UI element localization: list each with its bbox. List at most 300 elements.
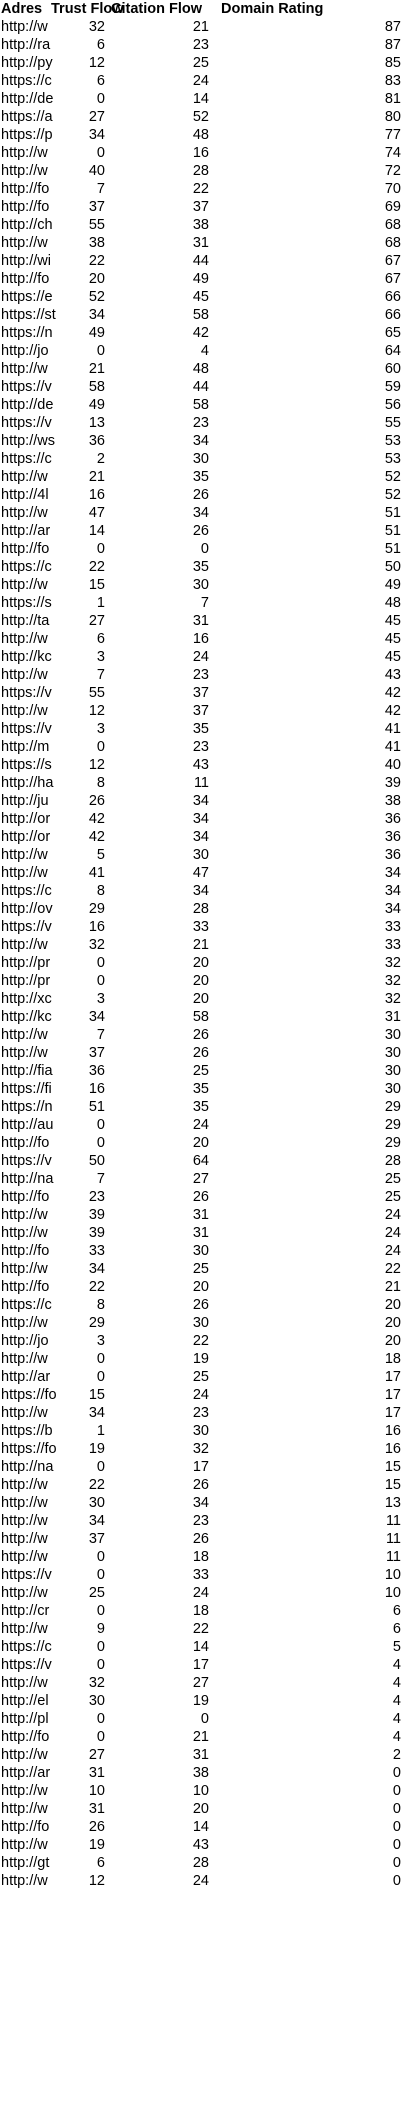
- cell-trust-flow[interactable]: 0: [96, 1729, 105, 1745]
- cell-adres[interactable]: https://v: [1, 1567, 52, 1583]
- cell-citation-flow[interactable]: 31: [192, 235, 209, 251]
- cell-domain-rating[interactable]: 16: [384, 1423, 401, 1439]
- table-row[interactable]: [0, 1548, 404, 1566]
- cell-trust-flow[interactable]: 0: [96, 1657, 105, 1673]
- cell-trust-flow[interactable]: 16: [88, 919, 105, 935]
- cell-citation-flow[interactable]: 14: [192, 1819, 209, 1835]
- cell-trust-flow[interactable]: 51: [88, 1099, 105, 1115]
- table-row[interactable]: [0, 540, 404, 558]
- cell-trust-flow[interactable]: 7: [96, 667, 105, 683]
- cell-citation-flow[interactable]: 23: [192, 739, 209, 755]
- table-row[interactable]: [0, 1188, 404, 1206]
- cell-domain-rating[interactable]: 50: [384, 559, 401, 575]
- table-row[interactable]: [0, 882, 404, 900]
- table-row[interactable]: [0, 1134, 404, 1152]
- cell-domain-rating[interactable]: 40: [384, 757, 401, 773]
- table-row[interactable]: [0, 144, 404, 162]
- cell-adres[interactable]: https://b: [1, 1423, 53, 1439]
- cell-adres[interactable]: http://w: [1, 1675, 48, 1691]
- cell-domain-rating[interactable]: 64: [384, 343, 401, 359]
- cell-citation-flow[interactable]: 49: [192, 271, 209, 287]
- cell-domain-rating[interactable]: 29: [384, 1117, 401, 1133]
- table-row[interactable]: [0, 1638, 404, 1656]
- cell-domain-rating[interactable]: 20: [384, 1315, 401, 1331]
- cell-trust-flow[interactable]: 42: [88, 829, 105, 845]
- cell-domain-rating[interactable]: 81: [384, 91, 401, 107]
- cell-adres[interactable]: http://w: [1, 1405, 48, 1421]
- table-row[interactable]: [0, 324, 404, 342]
- cell-citation-flow[interactable]: 30: [192, 451, 209, 467]
- cell-domain-rating[interactable]: 0: [392, 1873, 401, 1889]
- cell-adres[interactable]: http://w: [1, 1207, 48, 1223]
- cell-domain-rating[interactable]: 11: [385, 1531, 401, 1547]
- table-row[interactable]: [0, 792, 404, 810]
- cell-adres[interactable]: http://w: [1, 361, 48, 377]
- cell-trust-flow[interactable]: 3: [96, 721, 105, 737]
- table-row[interactable]: [0, 72, 404, 90]
- cell-citation-flow[interactable]: 33: [192, 919, 209, 935]
- cell-domain-rating[interactable]: 4: [392, 1657, 401, 1673]
- cell-adres[interactable]: https://v: [1, 919, 52, 935]
- table-row[interactable]: [0, 918, 404, 936]
- cell-domain-rating[interactable]: 30: [384, 1063, 401, 1079]
- cell-adres[interactable]: http://w: [1, 865, 48, 881]
- cell-citation-flow[interactable]: 45: [192, 289, 209, 305]
- cell-domain-rating[interactable]: 17: [384, 1387, 401, 1403]
- cell-domain-rating[interactable]: 34: [384, 865, 401, 881]
- cell-trust-flow[interactable]: 47: [88, 505, 105, 521]
- cell-citation-flow[interactable]: 34: [192, 433, 209, 449]
- cell-trust-flow[interactable]: 34: [88, 307, 105, 323]
- cell-trust-flow[interactable]: 23: [88, 1189, 105, 1205]
- cell-trust-flow[interactable]: 22: [88, 1477, 105, 1493]
- cell-adres[interactable]: http://xc: [1, 991, 52, 1007]
- cell-citation-flow[interactable]: 11: [193, 775, 209, 791]
- cell-citation-flow[interactable]: 38: [192, 217, 209, 233]
- cell-citation-flow[interactable]: 48: [192, 127, 209, 143]
- cell-adres[interactable]: http://na: [1, 1171, 54, 1187]
- cell-domain-rating[interactable]: 51: [384, 541, 401, 557]
- cell-domain-rating[interactable]: 45: [384, 631, 401, 647]
- cell-citation-flow[interactable]: 20: [192, 973, 209, 989]
- cell-citation-flow[interactable]: 34: [192, 793, 209, 809]
- cell-adres[interactable]: http://ju: [1, 793, 49, 809]
- cell-domain-rating[interactable]: 28: [384, 1153, 401, 1169]
- table-row[interactable]: [0, 1332, 404, 1350]
- cell-trust-flow[interactable]: 33: [88, 1243, 105, 1259]
- table-row[interactable]: [0, 864, 404, 882]
- table-row[interactable]: [0, 594, 404, 612]
- cell-domain-rating[interactable]: 6: [392, 1603, 401, 1619]
- cell-domain-rating[interactable]: 77: [384, 127, 401, 143]
- cell-domain-rating[interactable]: 66: [384, 307, 401, 323]
- table-row[interactable]: [0, 810, 404, 828]
- cell-adres[interactable]: http://w: [1, 145, 48, 161]
- cell-trust-flow[interactable]: 0: [96, 955, 105, 971]
- table-row[interactable]: [0, 900, 404, 918]
- cell-citation-flow[interactable]: 22: [192, 1333, 209, 1349]
- cell-citation-flow[interactable]: 21: [192, 1729, 209, 1745]
- cell-trust-flow[interactable]: 22: [88, 253, 105, 269]
- cell-citation-flow[interactable]: 25: [192, 1063, 209, 1079]
- cell-citation-flow[interactable]: 0: [200, 1711, 209, 1727]
- cell-domain-rating[interactable]: 48: [384, 595, 401, 611]
- cell-trust-flow[interactable]: 0: [96, 1117, 105, 1133]
- cell-trust-flow[interactable]: 41: [88, 865, 105, 881]
- table-row[interactable]: [0, 666, 404, 684]
- table-row[interactable]: [0, 1566, 404, 1584]
- cell-adres[interactable]: https://c: [1, 451, 52, 467]
- cell-domain-rating[interactable]: 38: [384, 793, 401, 809]
- cell-trust-flow[interactable]: 5: [96, 847, 105, 863]
- table-row[interactable]: [0, 252, 404, 270]
- cell-citation-flow[interactable]: 26: [192, 523, 209, 539]
- cell-citation-flow[interactable]: 14: [192, 1639, 209, 1655]
- cell-citation-flow[interactable]: 43: [192, 757, 209, 773]
- cell-domain-rating[interactable]: 0: [392, 1855, 401, 1871]
- cell-trust-flow[interactable]: 26: [88, 793, 105, 809]
- cell-trust-flow[interactable]: 49: [88, 325, 105, 341]
- cell-domain-rating[interactable]: 42: [384, 685, 401, 701]
- cell-citation-flow[interactable]: 19: [192, 1693, 209, 1709]
- cell-adres[interactable]: http://w: [1, 1585, 48, 1601]
- table-row[interactable]: [0, 648, 404, 666]
- cell-domain-rating[interactable]: 10: [384, 1567, 401, 1583]
- cell-adres[interactable]: http://gt: [1, 1855, 50, 1871]
- cell-citation-flow[interactable]: 24: [192, 649, 209, 665]
- cell-domain-rating[interactable]: 34: [384, 901, 401, 917]
- table-row[interactable]: [0, 270, 404, 288]
- table-row[interactable]: [0, 738, 404, 756]
- table-row[interactable]: [0, 234, 404, 252]
- table-row[interactable]: [0, 774, 404, 792]
- cell-domain-rating[interactable]: 0: [392, 1783, 401, 1799]
- table-row[interactable]: [0, 1044, 404, 1062]
- cell-domain-rating[interactable]: 33: [384, 937, 401, 953]
- cell-trust-flow[interactable]: 36: [88, 433, 105, 449]
- cell-citation-flow[interactable]: 24: [192, 1585, 209, 1601]
- table-row[interactable]: [0, 1368, 404, 1386]
- cell-citation-flow[interactable]: 27: [192, 1675, 209, 1691]
- table-row[interactable]: [0, 684, 404, 702]
- cell-adres[interactable]: http://w: [1, 1351, 48, 1367]
- cell-trust-flow[interactable]: 3: [96, 1333, 105, 1349]
- cell-adres[interactable]: https://c: [1, 73, 52, 89]
- cell-domain-rating[interactable]: 68: [384, 235, 401, 251]
- cell-adres[interactable]: http://w: [1, 1837, 48, 1853]
- cell-trust-flow[interactable]: 7: [96, 1171, 105, 1187]
- cell-trust-flow[interactable]: 8: [96, 775, 105, 791]
- cell-adres[interactable]: http://w: [1, 1477, 48, 1493]
- cell-domain-rating[interactable]: 69: [384, 199, 401, 215]
- cell-adres[interactable]: http://ar: [1, 1369, 51, 1385]
- cell-domain-rating[interactable]: 36: [384, 847, 401, 863]
- table-row[interactable]: [0, 630, 404, 648]
- table-row[interactable]: [0, 846, 404, 864]
- cell-citation-flow[interactable]: 18: [192, 1549, 209, 1565]
- cell-trust-flow[interactable]: 3: [96, 649, 105, 665]
- table-row[interactable]: [0, 1782, 404, 1800]
- cell-adres[interactable]: http://ra: [1, 37, 51, 53]
- cell-adres[interactable]: https://c: [1, 1639, 52, 1655]
- table-row[interactable]: [0, 558, 404, 576]
- table-row[interactable]: [0, 576, 404, 594]
- cell-domain-rating[interactable]: 11: [385, 1549, 401, 1565]
- cell-adres[interactable]: http://or: [1, 829, 51, 845]
- table-row[interactable]: [0, 1062, 404, 1080]
- cell-domain-rating[interactable]: 30: [384, 1081, 401, 1097]
- cell-adres[interactable]: http://w: [1, 1549, 48, 1565]
- cell-domain-rating[interactable]: 36: [384, 829, 401, 845]
- cell-adres[interactable]: http://kc: [1, 649, 52, 665]
- cell-trust-flow[interactable]: 21: [88, 469, 105, 485]
- cell-trust-flow[interactable]: 0: [96, 739, 105, 755]
- table-row[interactable]: [0, 1260, 404, 1278]
- cell-citation-flow[interactable]: 26: [192, 1027, 209, 1043]
- cell-trust-flow[interactable]: 0: [96, 1711, 105, 1727]
- cell-trust-flow[interactable]: 55: [88, 685, 105, 701]
- table-row[interactable]: [0, 1818, 404, 1836]
- cell-domain-rating[interactable]: 0: [392, 1765, 401, 1781]
- cell-trust-flow[interactable]: 36: [88, 1063, 105, 1079]
- cell-domain-rating[interactable]: 2: [392, 1747, 401, 1763]
- cell-citation-flow[interactable]: 22: [192, 181, 209, 197]
- cell-adres[interactable]: http://w: [1, 1873, 48, 1889]
- table-row[interactable]: [0, 1764, 404, 1782]
- table-row[interactable]: [0, 486, 404, 504]
- table-row[interactable]: [0, 1710, 404, 1728]
- cell-citation-flow[interactable]: 24: [192, 1387, 209, 1403]
- cell-adres[interactable]: http://fo: [1, 199, 50, 215]
- cell-trust-flow[interactable]: 6: [96, 37, 105, 53]
- cell-domain-rating[interactable]: 29: [384, 1099, 401, 1115]
- table-row[interactable]: [0, 1404, 404, 1422]
- cell-trust-flow[interactable]: 21: [88, 361, 105, 377]
- table-row[interactable]: [0, 1116, 404, 1134]
- cell-domain-rating[interactable]: 10: [384, 1585, 401, 1601]
- cell-domain-rating[interactable]: 24: [384, 1207, 401, 1223]
- cell-trust-flow[interactable]: 32: [88, 937, 105, 953]
- cell-adres[interactable]: http://de: [1, 91, 54, 107]
- cell-domain-rating[interactable]: 87: [384, 19, 401, 35]
- cell-citation-flow[interactable]: 23: [192, 1405, 209, 1421]
- cell-adres[interactable]: http://w: [1, 847, 48, 863]
- cell-trust-flow[interactable]: 3: [96, 991, 105, 1007]
- cell-domain-rating[interactable]: 67: [384, 271, 401, 287]
- cell-adres[interactable]: http://kc: [1, 1009, 52, 1025]
- cell-adres[interactable]: http://pr: [1, 973, 51, 989]
- table-row[interactable]: [0, 1476, 404, 1494]
- cell-citation-flow[interactable]: 18: [192, 1603, 209, 1619]
- cell-citation-flow[interactable]: 34: [192, 811, 209, 827]
- cell-trust-flow[interactable]: 0: [96, 1351, 105, 1367]
- cell-trust-flow[interactable]: 8: [96, 883, 105, 899]
- cell-citation-flow[interactable]: 34: [192, 829, 209, 845]
- cell-citation-flow[interactable]: 20: [192, 1801, 209, 1817]
- table-row[interactable]: [0, 198, 404, 216]
- cell-citation-flow[interactable]: 48: [192, 361, 209, 377]
- cell-citation-flow[interactable]: 25: [192, 55, 209, 71]
- table-row[interactable]: [0, 1206, 404, 1224]
- table-row[interactable]: [0, 216, 404, 234]
- cell-adres[interactable]: http://w: [1, 1045, 48, 1061]
- cell-trust-flow[interactable]: 7: [96, 1027, 105, 1043]
- cell-trust-flow[interactable]: 30: [88, 1495, 105, 1511]
- table-row[interactable]: [0, 306, 404, 324]
- cell-trust-flow[interactable]: 49: [88, 397, 105, 413]
- table-row[interactable]: [0, 936, 404, 954]
- cell-adres[interactable]: https://e: [1, 289, 53, 305]
- cell-adres[interactable]: http://or: [1, 811, 51, 827]
- cell-citation-flow[interactable]: 52: [192, 109, 209, 125]
- cell-citation-flow[interactable]: 37: [192, 199, 209, 215]
- cell-citation-flow[interactable]: 44: [192, 253, 209, 269]
- cell-citation-flow[interactable]: 38: [192, 1765, 209, 1781]
- table-row[interactable]: [0, 612, 404, 630]
- cell-citation-flow[interactable]: 16: [192, 631, 209, 647]
- cell-domain-rating[interactable]: 20: [384, 1297, 401, 1313]
- cell-citation-flow[interactable]: 28: [192, 1855, 209, 1871]
- cell-trust-flow[interactable]: 31: [88, 1765, 105, 1781]
- cell-trust-flow[interactable]: 13: [88, 415, 105, 431]
- cell-adres[interactable]: https://v: [1, 1153, 52, 1169]
- cell-citation-flow[interactable]: 23: [192, 37, 209, 53]
- cell-adres[interactable]: http://w: [1, 1747, 48, 1763]
- cell-adres[interactable]: http://fo: [1, 1189, 50, 1205]
- cell-adres[interactable]: http://fo: [1, 1135, 50, 1151]
- cell-trust-flow[interactable]: 16: [88, 487, 105, 503]
- cell-citation-flow[interactable]: 30: [192, 1315, 209, 1331]
- cell-trust-flow[interactable]: 30: [88, 1693, 105, 1709]
- cell-adres[interactable]: https://v: [1, 415, 52, 431]
- table-row[interactable]: [0, 1602, 404, 1620]
- cell-adres[interactable]: http://w: [1, 505, 48, 521]
- cell-trust-flow[interactable]: 0: [96, 973, 105, 989]
- cell-adres[interactable]: http://el: [1, 1693, 49, 1709]
- cell-citation-flow[interactable]: 58: [192, 1009, 209, 1025]
- table-row[interactable]: [0, 1440, 404, 1458]
- cell-trust-flow[interactable]: 15: [88, 1387, 105, 1403]
- cell-adres[interactable]: http://wi: [1, 253, 51, 269]
- cell-adres[interactable]: http://py: [1, 55, 53, 71]
- cell-trust-flow[interactable]: 0: [96, 91, 105, 107]
- cell-citation-flow[interactable]: 26: [192, 1045, 209, 1061]
- cell-adres[interactable]: http://w: [1, 1027, 48, 1043]
- cell-adres[interactable]: http://ws: [1, 433, 55, 449]
- table-row[interactable]: [0, 1170, 404, 1188]
- cell-citation-flow[interactable]: 30: [192, 847, 209, 863]
- cell-citation-flow[interactable]: 31: [192, 1207, 209, 1223]
- cell-citation-flow[interactable]: 47: [192, 865, 209, 881]
- cell-domain-rating[interactable]: 13: [384, 1495, 401, 1511]
- cell-trust-flow[interactable]: 22: [88, 559, 105, 575]
- cell-domain-rating[interactable]: 66: [384, 289, 401, 305]
- cell-adres[interactable]: http://fo: [1, 541, 50, 557]
- cell-adres[interactable]: http://w: [1, 19, 48, 35]
- cell-adres[interactable]: http://ch: [1, 217, 53, 233]
- cell-domain-rating[interactable]: 65: [384, 325, 401, 341]
- cell-trust-flow[interactable]: 32: [88, 19, 105, 35]
- cell-trust-flow[interactable]: 27: [88, 613, 105, 629]
- cell-citation-flow[interactable]: 20: [192, 955, 209, 971]
- cell-trust-flow[interactable]: 15: [88, 577, 105, 593]
- cell-trust-flow[interactable]: 34: [88, 127, 105, 143]
- cell-citation-flow[interactable]: 16: [192, 145, 209, 161]
- cell-adres[interactable]: http://au: [1, 1117, 54, 1133]
- cell-trust-flow[interactable]: 34: [88, 1261, 105, 1277]
- table-row[interactable]: [0, 414, 404, 432]
- cell-adres[interactable]: http://ha: [1, 775, 54, 791]
- table-row[interactable]: [0, 126, 404, 144]
- table-row[interactable]: [0, 1242, 404, 1260]
- cell-citation-flow[interactable]: 37: [192, 685, 209, 701]
- cell-citation-flow[interactable]: 34: [192, 1495, 209, 1511]
- cell-adres[interactable]: http://fia: [1, 1063, 53, 1079]
- table-row[interactable]: [0, 1530, 404, 1548]
- table-row[interactable]: [0, 1800, 404, 1818]
- cell-domain-rating[interactable]: 34: [384, 883, 401, 899]
- cell-domain-rating[interactable]: 4: [392, 1711, 401, 1727]
- cell-citation-flow[interactable]: 33: [192, 1567, 209, 1583]
- cell-citation-flow[interactable]: 58: [192, 397, 209, 413]
- cell-adres[interactable]: http://w: [1, 703, 48, 719]
- cell-domain-rating[interactable]: 22: [384, 1261, 401, 1277]
- table-row[interactable]: [0, 522, 404, 540]
- cell-domain-rating[interactable]: 17: [384, 1369, 401, 1385]
- table-row[interactable]: [0, 1854, 404, 1872]
- cell-citation-flow[interactable]: 17: [192, 1657, 209, 1673]
- cell-domain-rating[interactable]: 36: [384, 811, 401, 827]
- cell-trust-flow[interactable]: 39: [88, 1207, 105, 1223]
- table-row[interactable]: [0, 18, 404, 36]
- cell-domain-rating[interactable]: 56: [384, 397, 401, 413]
- cell-adres[interactable]: http://w: [1, 937, 48, 953]
- cell-citation-flow[interactable]: 17: [192, 1459, 209, 1475]
- table-row[interactable]: [0, 1080, 404, 1098]
- cell-trust-flow[interactable]: 31: [88, 1801, 105, 1817]
- table-row[interactable]: [0, 108, 404, 126]
- cell-trust-flow[interactable]: 6: [96, 73, 105, 89]
- cell-domain-rating[interactable]: 31: [384, 1009, 401, 1025]
- cell-domain-rating[interactable]: 74: [384, 145, 401, 161]
- cell-adres[interactable]: http://jo: [1, 1333, 49, 1349]
- table-row[interactable]: [0, 1746, 404, 1764]
- cell-domain-rating[interactable]: 39: [384, 775, 401, 791]
- cell-domain-rating[interactable]: 41: [384, 721, 401, 737]
- table-row[interactable]: [0, 1872, 404, 1890]
- table-row[interactable]: [0, 36, 404, 54]
- table-row[interactable]: [0, 720, 404, 738]
- cell-citation-flow[interactable]: 0: [200, 541, 209, 557]
- cell-domain-rating[interactable]: 32: [384, 991, 401, 1007]
- cell-adres[interactable]: http://pr: [1, 955, 51, 971]
- cell-citation-flow[interactable]: 42: [192, 325, 209, 341]
- cell-adres[interactable]: http://ar: [1, 523, 51, 539]
- table-row[interactable]: [0, 342, 404, 360]
- cell-adres[interactable]: https://s: [1, 595, 52, 611]
- table-row[interactable]: [0, 180, 404, 198]
- cell-citation-flow[interactable]: 10: [192, 1783, 209, 1799]
- header-trust-flow[interactable]: Trust Flow: [51, 1, 124, 17]
- cell-adres[interactable]: http://de: [1, 397, 54, 413]
- cell-trust-flow[interactable]: 0: [96, 541, 105, 557]
- cell-citation-flow[interactable]: 24: [192, 1117, 209, 1133]
- cell-trust-flow[interactable]: 0: [96, 1603, 105, 1619]
- table-row[interactable]: [0, 90, 404, 108]
- cell-citation-flow[interactable]: 22: [192, 1621, 209, 1637]
- cell-adres[interactable]: http://ar: [1, 1765, 51, 1781]
- cell-domain-rating[interactable]: 18: [384, 1351, 401, 1367]
